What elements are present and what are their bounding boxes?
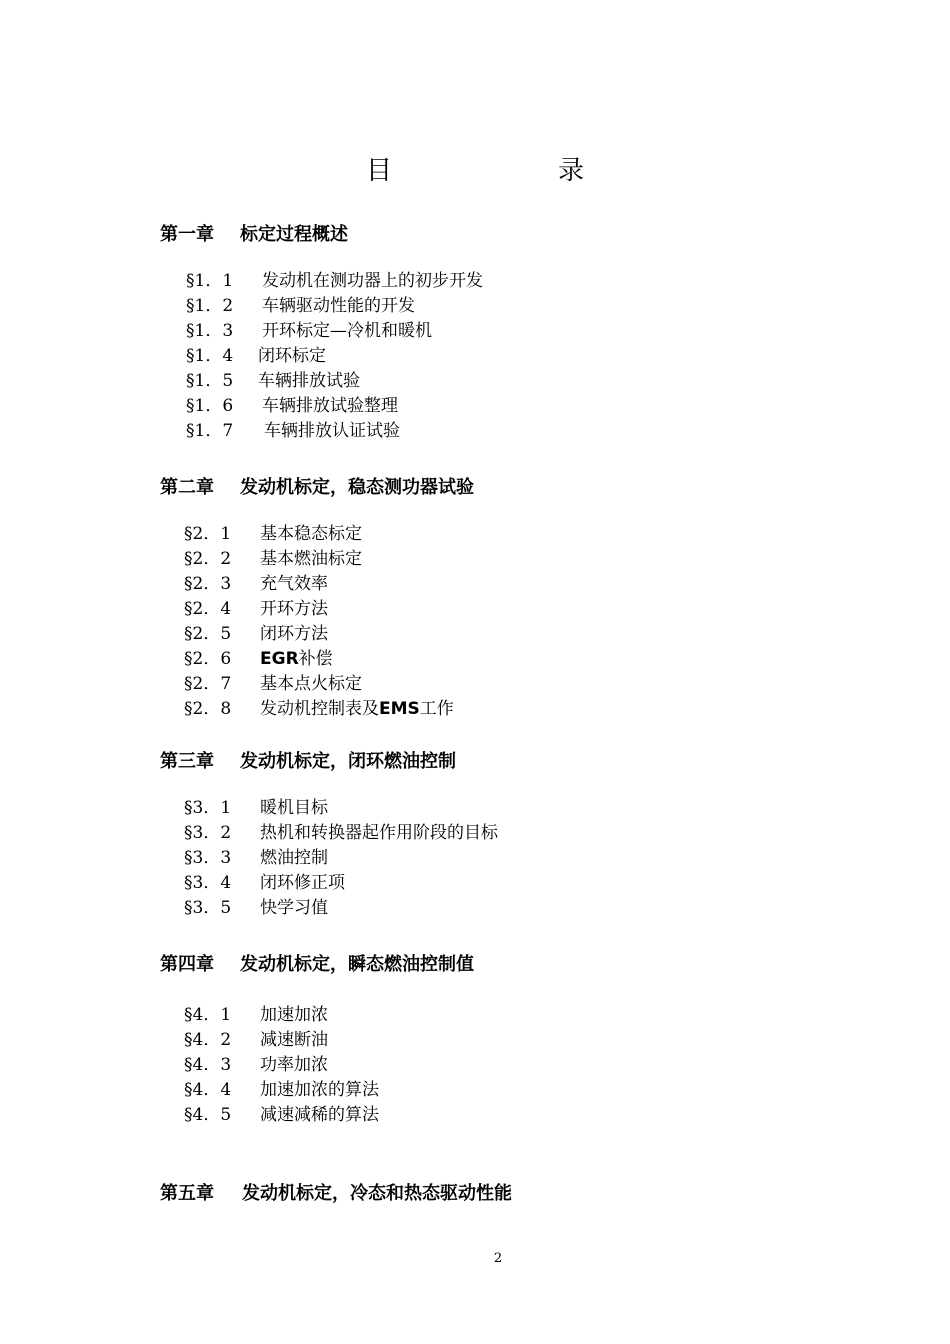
toc-entry	[184, 697, 454, 721]
section-number: §2．4	[184, 599, 232, 619]
chapter-title: 发动机标定，瞬态燃油控制值	[240, 954, 474, 975]
section-title: 车辆排放试验	[258, 371, 360, 391]
section-title	[260, 649, 333, 669]
chapter-number: 第五章	[160, 1183, 214, 1204]
section-title: 减速断油	[260, 1030, 328, 1050]
toc-entry	[186, 269, 483, 293]
section-title: 热机和转换器起作用阶段的目标	[260, 823, 498, 843]
section-title: 基本燃油标定	[260, 549, 362, 569]
section-title: 加速加浓	[260, 1005, 328, 1025]
section-number: §1．2	[186, 296, 234, 316]
section-number: §1．5	[186, 371, 234, 391]
section-title: 暖机目标	[260, 798, 328, 818]
chapter-title: 发动机标定，闭环燃油控制	[240, 751, 456, 772]
toc-entry	[186, 369, 360, 393]
chapter-title: 标定过程概述	[240, 224, 348, 245]
section-number: §3．2	[184, 823, 232, 843]
section-number: §3．5	[184, 898, 232, 918]
section-title: 燃油控制	[260, 848, 328, 868]
section-number: §4．5	[184, 1105, 232, 1125]
section-title: 基本点火标定	[260, 674, 362, 694]
toc-entry	[184, 1078, 379, 1102]
section-title-rest: 补偿	[298, 649, 333, 669]
section-number: §2．8	[184, 699, 232, 719]
chapter-heading	[160, 747, 456, 773]
toc-entry	[184, 896, 328, 920]
chapter-number: 第四章	[160, 954, 214, 975]
section-number: §1．4	[186, 346, 234, 366]
section-number: §3．1	[184, 798, 232, 818]
page-number: 2	[493, 1251, 503, 1266]
section-number: §2．6	[184, 649, 232, 669]
chapter-title: 发动机标定，稳态测功器试验	[240, 477, 474, 498]
section-title: 充气效率	[260, 574, 328, 594]
section-title: 闭环修正项	[260, 873, 345, 893]
section-number: §3．4	[184, 873, 232, 893]
section-number: §2．2	[184, 549, 232, 569]
section-number: §1．6	[186, 396, 234, 416]
chapter-heading	[160, 473, 474, 499]
section-title-start: 发动机控制表及	[260, 699, 379, 719]
toc-entry	[186, 419, 400, 443]
section-title: 开环方法	[260, 599, 328, 619]
toc-entry	[186, 344, 326, 368]
toc-entry	[184, 572, 328, 596]
section-title: 加速加浓的算法	[260, 1080, 379, 1100]
toc-entry	[184, 1053, 328, 1077]
section-number: §1．7	[186, 421, 234, 441]
section-number: §4．4	[184, 1080, 232, 1100]
section-title: 开环标定—冷机和暖机	[262, 321, 432, 341]
section-number: §4．3	[184, 1055, 232, 1075]
section-number: §2．7	[184, 674, 232, 694]
toc-entry	[184, 597, 328, 621]
section-title: 车辆排放认证试验	[264, 421, 400, 441]
toc-entry	[184, 1103, 379, 1127]
section-number: §4．2	[184, 1030, 232, 1050]
toc-entry	[184, 796, 328, 820]
section-title: 功率加浓	[260, 1055, 328, 1075]
toc-entry	[184, 647, 333, 671]
page-title: 目 录	[365, 156, 622, 186]
toc-entry	[186, 294, 415, 318]
toc-entry	[184, 846, 328, 870]
toc-entry	[184, 871, 345, 895]
chapter-number: 第二章	[160, 477, 214, 498]
toc-entry	[186, 394, 398, 418]
chapter-heading	[160, 1179, 512, 1205]
section-number: §2．5	[184, 624, 232, 644]
chapter-heading	[160, 220, 348, 246]
section-number: §4．1	[184, 1005, 232, 1025]
chapter-title: 发动机标定，冷态和热态驱动性能	[242, 1183, 512, 1204]
section-title: 发动机在测功器上的初步开发	[262, 271, 483, 291]
section-number: §3．3	[184, 848, 232, 868]
section-title: 快学习值	[260, 898, 328, 918]
chapter-heading	[160, 950, 474, 976]
toc-entry	[184, 547, 362, 571]
toc-entry	[184, 1028, 328, 1052]
chapter-number: 第三章	[160, 751, 214, 772]
section-title: 基本稳态标定	[260, 524, 362, 544]
section-number: §1．1	[186, 271, 234, 291]
section-number: §2．1	[184, 524, 232, 544]
section-title: 闭环标定	[258, 346, 326, 366]
toc-entry	[184, 622, 328, 646]
section-title: 车辆驱动性能的开发	[262, 296, 415, 316]
section-title-bold: EMS	[379, 699, 420, 719]
section-number: §2．3	[184, 574, 232, 594]
chapter-number: 第一章	[160, 224, 214, 245]
section-title: 车辆排放试验整理	[262, 396, 398, 416]
toc-entry	[184, 672, 362, 696]
section-title: 减速减稀的算法	[260, 1105, 379, 1125]
section-number: §1．3	[186, 321, 234, 341]
section-title-rest: 工作	[419, 699, 454, 719]
section-title: 闭环方法	[260, 624, 328, 644]
toc-entry	[184, 821, 498, 845]
toc-entry	[184, 522, 362, 546]
section-title	[260, 699, 454, 719]
section-title-bold: EGR	[260, 649, 299, 669]
toc-entry	[186, 319, 432, 343]
toc-entry	[184, 1003, 328, 1027]
